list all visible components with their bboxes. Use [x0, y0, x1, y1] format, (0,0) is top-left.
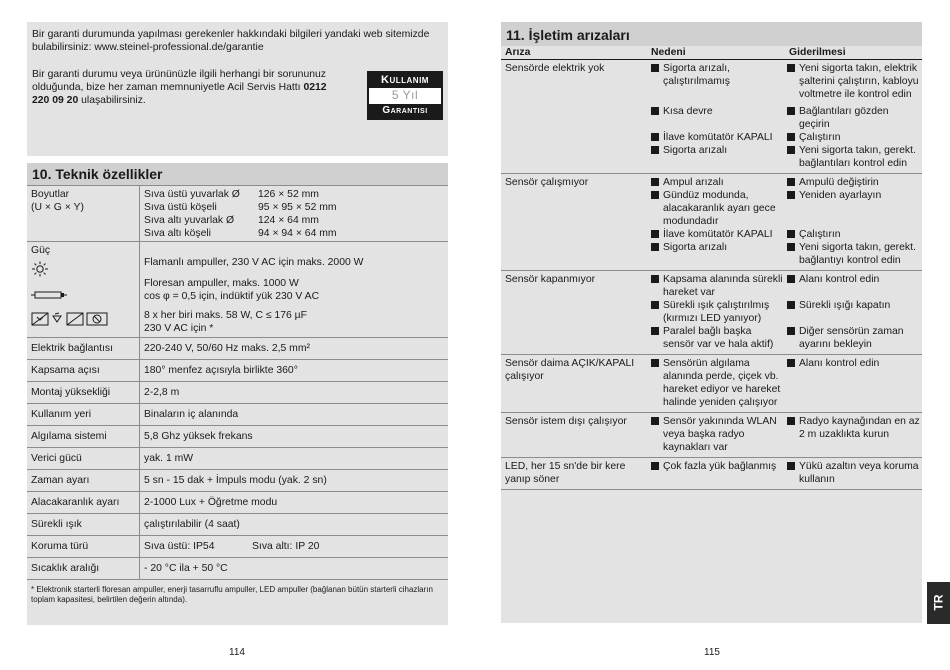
spec-label: Güç [27, 242, 139, 337]
bullet-square-icon [651, 462, 659, 470]
bullet-square-icon [787, 359, 795, 367]
fluorescent-tube-icon [31, 285, 67, 305]
right-page [501, 22, 922, 623]
spec-row: Sürekli ışık çalıştırılabilir (4 saat) [27, 513, 448, 535]
spec-row-protection: Koruma türü Sıva üstü: IP54 Sıva altı: IP 20 [27, 535, 448, 557]
badge-years: 5 Yıl [369, 88, 441, 104]
language-tab: TR [927, 582, 950, 624]
table-header [501, 46, 922, 60]
fault-item: Ampul arızalı Ampulü değiştirin [647, 176, 922, 189]
fault-item: Çok fazla yük bağlanmış Yükü azaltın veya koruma kullanın [647, 460, 922, 486]
bullet-square-icon [787, 417, 795, 425]
bullet-square-icon [651, 178, 659, 186]
section-heading: 10. Teknik özellikler [27, 163, 448, 185]
spec-row: Verici gücü yak. 1 mW [27, 447, 448, 469]
warranty-badge [367, 71, 443, 120]
badge-bottom: Garantisi [369, 104, 441, 118]
bullet-square-icon [651, 275, 659, 283]
fault-group: Sensörde elektrik yok Sigorta arızalı, çalıştırılmamış Yeni sigorta takın, elektrik şalterini çalıştırın, kabloyu voltmetre ile kontrol edin Kısa devre Bağlantıları gözden geçirin İlave komütatör KAPALI Çalıştırın Sigorta arızalı Yeni sigorta takın, gerekt. bağlantıları kontrol edin [501, 60, 922, 174]
bullet-square-icon [651, 327, 659, 335]
spec-row-temperature: Sıcaklık aralığı - 20 °C ila + 50 °C [27, 557, 448, 579]
incandescent-bulb-icon [31, 259, 49, 279]
bullet-square-icon [787, 327, 795, 335]
fault-group: Sensör istem dışı çalışıyor Sensör yakınında WLAN veya başka radyo kaynakları var Radyo kaynağından en az 2 m uzaklıkta kurun [501, 413, 922, 458]
bullet-square-icon [787, 301, 795, 309]
header-remedy: Giderilmesi [789, 47, 846, 58]
spec-row: Algılama sistemi 5,8 Ghz yüksek frekans [27, 425, 448, 447]
bullet-square-icon [651, 230, 659, 238]
fault-item: Kapsama alanında sürekli hareket var Alanı kontrol edin [647, 273, 922, 299]
fault-group: Sensör kapanmıyor Kapsama alanında sürekli hareket var Alanı kontrol edin Sürekli ışık çalıştırılmış (kırmızı LED yanıyor) Sürekli ışığı kapatın Paralel bağlı başka sensör var ve hala aktif) Diğer sensörün zaman ayarını bekleyin [501, 271, 922, 355]
spec-row-power [27, 241, 448, 337]
bullet-square-icon [787, 462, 795, 470]
fault-item: İlave komütatör KAPALI Çalıştırın [647, 228, 922, 241]
technical-specs-table [27, 163, 448, 625]
fault-item: Sigorta arızalı, çalıştırılmamış Yeni sigorta takın, elektrik şalterini çalıştırın, kabloyu voltmetre ile kontrol edin [647, 62, 922, 101]
fault-item: Paralel bağlı başka sensör var ve hala aktif) Diğer sensörün zaman ayarını bekleyin [647, 325, 922, 351]
warranty-box [27, 22, 448, 156]
bullet-square-icon [787, 107, 795, 115]
spec-row-dimensions [27, 185, 448, 241]
spec-value: Sıva üstü yuvarlak Ø 126 × 52 mm Sıva üstü köşeli 95 × 95 × 52 mm Sıva altı yuvarlak Ø 124 × 64 mm Sıva altı köşeli 94 × 94 × 64 mm [139, 186, 448, 241]
bullet-square-icon [651, 107, 659, 115]
bullet-square-icon [787, 275, 795, 283]
bullet-square-icon [651, 64, 659, 72]
fault-item: Sigorta arızalı Yeni sigorta takın, gerekt. bağlantıyı kontrol edin [647, 241, 922, 267]
fault-item: Sürekli ışık çalıştırılmış (kırmızı LED yanıyor) Sürekli ışığı kapatın [647, 299, 922, 325]
left-page [27, 22, 448, 625]
fault-item: Sensör yakınında WLAN veya başka radyo kaynakları var Radyo kaynağından en az 2 m uzaklıkta kurun [647, 415, 922, 454]
bullet-square-icon [787, 146, 795, 154]
footnote: * Elektronik starterli floresan ampuller, enerji tasarruflu ampuller, LED ampuller (bağlanan bütün starterli cihazların toplam kapasitesi, belirtilen değerin altında). [27, 579, 448, 625]
spec-row: Elektrik bağlantısı 220-240 V, 50/60 Hz maks. 2,5 mm² [27, 337, 448, 359]
electronic-ballast-icon [31, 309, 111, 329]
page-number-right: 115 [704, 647, 720, 658]
bullet-square-icon [651, 191, 659, 199]
bullet-square-icon [787, 230, 795, 238]
hotline-number: 0212 220 09 20 [32, 82, 327, 106]
warranty-web-text: Bir garanti durumunda yapılması gerekenler hakkındaki bilgileri yandaki web sitemizde bulabilirsiniz: www.steinel-professional.de/garantie [32, 29, 430, 53]
spec-row: Alacakaranlık ayarı 2-1000 Lux + Öğretme modu [27, 491, 448, 513]
bullet-square-icon [787, 243, 795, 251]
bullet-square-icon [787, 178, 795, 186]
bullet-square-icon [651, 359, 659, 367]
fault-item: Sigorta arızalı Yeni sigorta takın, gerekt. bağlantıları kontrol edin [647, 144, 922, 170]
bullet-square-icon [787, 191, 795, 199]
fault-item: İlave komütatör KAPALI Çalıştırın [647, 131, 922, 144]
spec-row: Kapsama açısı 180° menfez açısıyla birlikte 360° [27, 359, 448, 381]
fault-item: Kısa devre Bağlantıları gözden geçirin [647, 105, 922, 131]
faults-table [501, 22, 922, 623]
bullet-square-icon [651, 301, 659, 309]
spec-row: Zaman ayarı 5 sn - 15 dak + İmpuls modu (yak. 2 sn) [27, 469, 448, 491]
spec-label: Boyutlar (U × G × Y) [31, 189, 84, 213]
page-number-left: 114 [229, 647, 245, 658]
spec-value: Flamanlı ampuller, 230 V AC için maks. 2000 W Floresan ampuller, maks. 1000 W cos φ = 0,5 için, indüktif yük 230 V AC 8 x her biri maks. 58 W, C ≤ 176 µF 230 V AC için * [139, 242, 448, 337]
bullet-square-icon [651, 243, 659, 251]
badge-top: Kullanım [369, 73, 441, 88]
fault-item: Gündüz modunda, alacakaranlık ayarı gece modundadır Yeniden ayarlayın [647, 189, 922, 228]
warranty-hotline-text: Bir garanti durumu veya ürününüzle ilgili herhangi bir sorununuz olduğunda, bize her zaman memnuniyetle Acil Servis Hattı 0212 220 09 20 ulaşabilirsiniz. [32, 69, 327, 106]
bullet-square-icon [651, 133, 659, 141]
spec-row: Kullanım yeri Binaların iç alanında [27, 403, 448, 425]
bullet-square-icon [651, 417, 659, 425]
header-cause: Nedeni [651, 47, 686, 58]
spec-row: Montaj yüksekliği 2-2,8 m [27, 381, 448, 403]
fault-group: Sensör daima AÇIK/KAPALI çalışıyor Sensörün algılama alanında perde, çiçek vb. hareket ediyor ve hareket halinde yeniden çalışıyor Alanı kontrol edin [501, 355, 922, 413]
bullet-square-icon [651, 146, 659, 154]
bullet-square-icon [787, 133, 795, 141]
section-heading: 11. İşletim arızaları [501, 22, 922, 46]
fault-item: Sensörün algılama alanında perde, çiçek vb. hareket ediyor ve hareket halinde yeniden çalışıyor Alanı kontrol edin [647, 357, 922, 409]
bullet-square-icon [787, 64, 795, 72]
fault-group: LED, her 15 sn'de bir kere yanıp söner Çok fazla yük bağlanmış Yükü azaltın veya koruma kullanın [501, 458, 922, 490]
fault-group: Sensör çalışmıyor Ampul arızalı Ampulü değiştirin Gündüz modunda, alacakaranlık ayarı gece modundadır Yeniden ayarlayın İlave komütatör KAPALI Çalıştırın Sigorta arızalı Yeni sigorta takın, gerekt. bağlantıyı kontrol edin [501, 174, 922, 271]
header-fault: Arıza [505, 47, 531, 58]
